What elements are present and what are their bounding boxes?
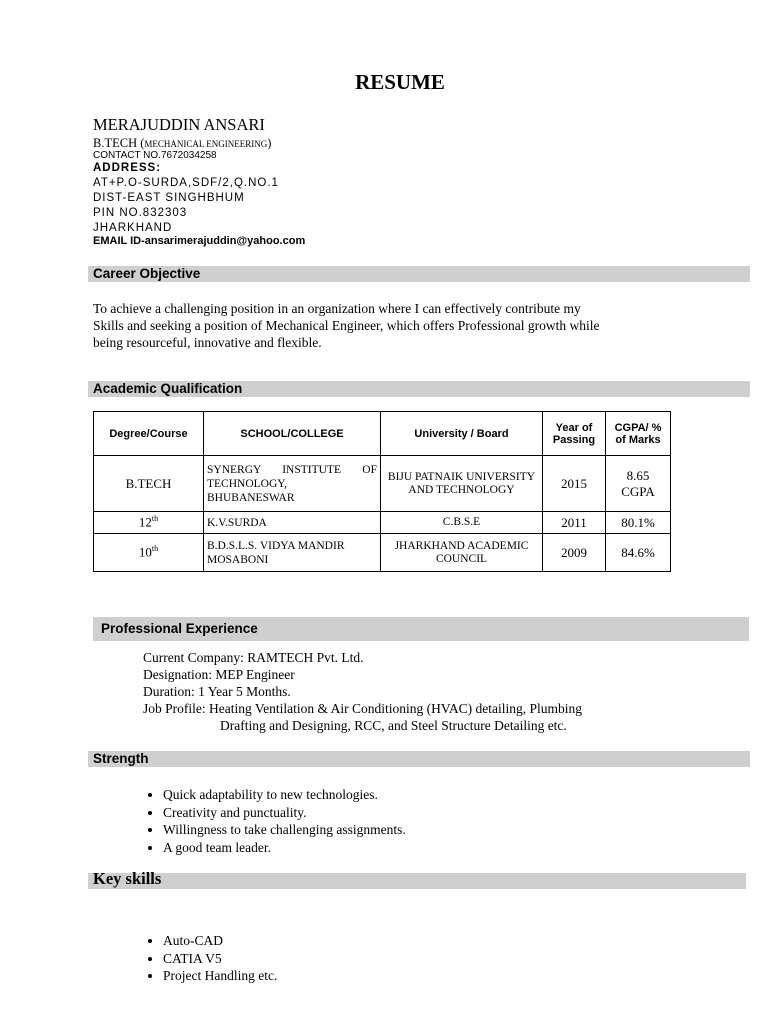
list-item: • Willingness to take challenging assignments. <box>163 821 406 839</box>
cell-marks: 80.1% <box>606 512 671 534</box>
header-school: SCHOOL/COLLEGE <box>204 412 381 456</box>
list-item: • A good team leader. <box>163 839 406 857</box>
academic-table <box>93 411 671 572</box>
cell-year: 2009 <box>543 534 606 572</box>
header-degree: Degree/Course <box>94 412 204 456</box>
section-bar-skills <box>88 869 746 889</box>
career-line: being resourceful, innovative and flexible. <box>93 335 322 350</box>
address-label: ADDRESS: <box>93 162 162 174</box>
experience-duration: Duration: 1 Year 5 Months. <box>143 684 291 699</box>
section-heading-skills: Key skills <box>93 869 162 888</box>
list-item: • Quick adaptability to new technologies. <box>163 786 406 804</box>
cell-marks: 84.6% <box>606 534 671 572</box>
strength-list <box>135 786 406 856</box>
cell-year: 2011 <box>543 512 606 534</box>
address-line: AT+P.O-SURDA,SDF/2,Q.NO.1 <box>93 177 279 189</box>
cell-board: C.B.S.E <box>381 512 543 534</box>
list-item: • CATIA V5 <box>163 950 277 968</box>
cell-school: K.V.SURDA <box>204 512 381 534</box>
section-bar-experience <box>93 617 749 641</box>
degree-suffix: ) <box>267 136 272 150</box>
email: EMAIL ID-ansarimerajuddin@yahoo.com <box>93 235 306 247</box>
section-bar-strength <box>88 751 750 767</box>
address-line: DIST-EAST SINGHBHUM <box>93 192 245 204</box>
header-marks: CGPA/ % of Marks <box>606 412 671 456</box>
table-row <box>94 534 671 572</box>
cell-course: 12th <box>94 512 204 534</box>
experience-designation: Designation: MEP Engineer <box>143 667 295 682</box>
cell-school: SYNERGY INSTITUTE OF TECHNOLOGY, BHUBANESWAR <box>204 456 381 512</box>
cell-board: JHARKHAND ACADEMIC COUNCIL <box>381 534 543 572</box>
experience-profile-cont: Drafting and Designing, RCC, and Steel Structure Detailing etc. <box>220 718 567 733</box>
career-line: Skills and seeking a position of Mechanical Engineer, which offers Professional growth while <box>93 318 600 333</box>
table-header-row <box>94 412 671 456</box>
contact-number: CONTACT NO.7672034258 <box>93 150 217 161</box>
section-heading-experience: Professional Experience <box>101 621 258 636</box>
section-heading-academic: Academic Qualification <box>93 381 243 396</box>
section-bar-academic <box>88 381 750 397</box>
section-heading-strength: Strength <box>93 751 149 766</box>
degree-prefix: B.TECH ( <box>93 136 145 150</box>
list-item: • Project Handling etc. <box>163 967 277 985</box>
page-title: RESUME <box>355 70 445 94</box>
cell-year: 2015 <box>543 456 606 512</box>
candidate-name: MERAJUDDIN ANSARI <box>93 115 265 134</box>
header-year: Year of Passing <box>543 412 606 456</box>
experience-company: Current Company: RAMTECH Pvt. Ltd. <box>143 650 364 665</box>
list-item: • Creativity and punctuality. <box>163 804 406 822</box>
cell-marks: 8.65 CGPA <box>606 456 671 512</box>
header-board: University / Board <box>381 412 543 456</box>
career-line: To achieve a challenging position in an organization where I can effectively contribute my <box>93 301 581 316</box>
experience-profile: Job Profile: Heating Ventilation & Air Conditioning (HVAC) detailing, Plumbing <box>143 701 582 716</box>
table-row <box>94 456 671 512</box>
career-objective-text <box>93 300 713 351</box>
address-line: JHARKHAND <box>93 222 173 234</box>
cell-course: B.TECH <box>94 456 204 512</box>
cell-board: BIJU PATNAIK UNIVERSITY AND TECHNOLOGY <box>381 456 543 512</box>
degree-field: MECHANICAL ENGINEERING <box>144 139 268 149</box>
section-heading-career: Career Objective <box>93 266 201 281</box>
table-row <box>94 512 671 534</box>
skills-list <box>135 932 277 985</box>
cell-course: 10th <box>94 534 204 572</box>
section-bar-career <box>88 266 750 282</box>
address-line: PIN NO.832303 <box>93 207 188 219</box>
list-item: • Auto-CAD <box>163 932 277 950</box>
degree <box>93 136 271 151</box>
cell-school: B.D.S.L.S. VIDYA MANDIR MOSABONI <box>204 534 381 572</box>
